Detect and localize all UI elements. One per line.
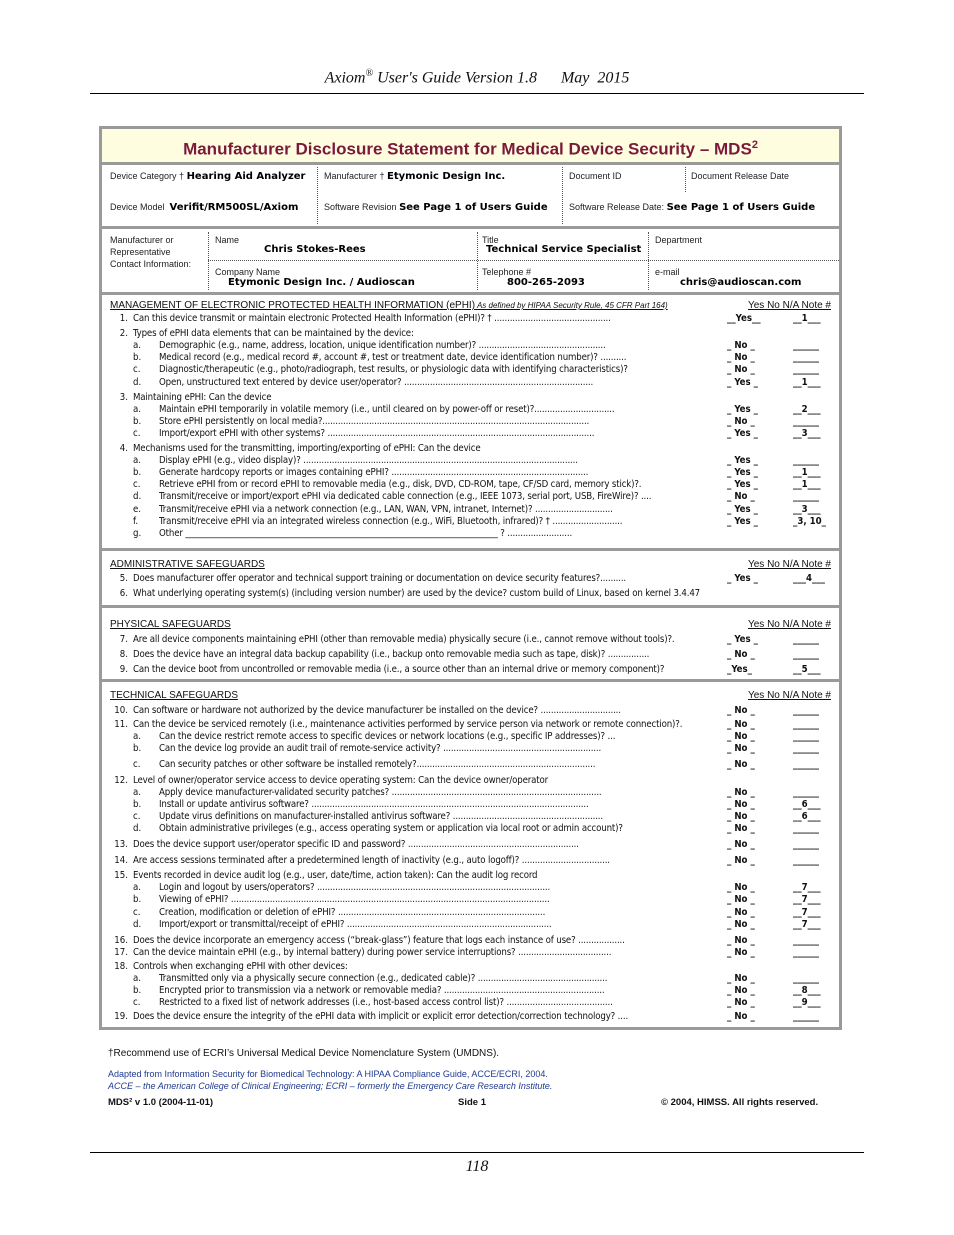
question-row: [102, 516, 839, 528]
question-row: [102, 947, 839, 959]
note-number: __9___: [793, 997, 821, 1009]
note-number: ______: [793, 786, 819, 798]
question-row: [102, 573, 839, 585]
sub-item-label: d.: [133, 918, 142, 930]
note-number: __5___: [793, 664, 821, 675]
question-text: Transmitted only via a physically secure connection (e.g., dedicated cable)? ..................................................: [159, 973, 608, 984]
answer-value: _ No _: [727, 705, 755, 716]
question-number: 17.: [114, 946, 128, 958]
question-row: [102, 894, 839, 906]
note-number: ______: [793, 649, 819, 660]
question-row: [102, 364, 839, 376]
sub-item-label: c.: [133, 810, 141, 822]
answer-value: _ No _: [727, 973, 755, 984]
answer-value: _ No _: [727, 946, 755, 958]
question-row: [102, 882, 839, 894]
question-number: 3.: [119, 391, 128, 403]
question-row: [102, 823, 839, 835]
section-administrative: ADMINISTRATIVE SAFEGUARDS Yes No N/A Note # 5. Does manufacturer offer operator and technical support training or documentation on device security features?.......... _ Yes _ ___4___ 6. What underlying operating system(s) (including version number) are used by the device? custom build of Linux, based on kernel 3.4.47: [102, 551, 839, 608]
note-number: ______: [793, 634, 819, 645]
question-row: [102, 328, 839, 340]
sub-item-label: c.: [133, 364, 141, 376]
sub-item-label: a.: [133, 731, 142, 743]
sub-item-label: b.: [133, 467, 142, 479]
answer-value: _ No _: [727, 839, 755, 850]
answer-value: _ No _: [727, 352, 755, 364]
note-number: __8___: [793, 985, 821, 997]
note-number: ______: [793, 415, 819, 427]
note-number: ___4___: [793, 573, 825, 584]
note-number: ______: [793, 705, 819, 716]
question-text: Login and logout by users/operators? ..........................................................................................: [159, 882, 551, 894]
question-text: Can security patches or other software be installed remotely?.....................................................................: [159, 759, 596, 771]
question-row: [102, 392, 839, 404]
question-text: Creation, modification or deletion of ePHI? ................................................................................: [159, 906, 546, 918]
question-row: [102, 479, 839, 491]
answer-value: _ No _: [727, 882, 755, 894]
answer-value: _ No _: [727, 798, 755, 810]
answer-value: _ No _: [727, 985, 755, 997]
question-text: Restricted to a fixed list of network addresses (i.e., host-based access control list)? .........................................: [159, 997, 613, 1009]
sub-item-label: a.: [133, 340, 142, 352]
question-row: [102, 787, 839, 799]
sub-item-label: d.: [133, 376, 142, 388]
sub-item-label: c.: [133, 997, 141, 1009]
answer-value: _ Yes _: [727, 503, 758, 515]
sub-item-label: a.: [133, 973, 142, 984]
note-number: ______: [793, 352, 819, 364]
sub-item-label: b.: [133, 798, 142, 810]
question-text: Does the device support user/operator specific ID and password? ..................................................................: [133, 839, 579, 850]
note-number: ______: [793, 1011, 819, 1023]
question-number: 5.: [119, 573, 128, 584]
sub-item-label: a.: [133, 455, 142, 467]
question-row: [102, 719, 839, 731]
note-number: __1___: [793, 313, 821, 324]
sub-item-label: b.: [133, 894, 142, 906]
question-row: [102, 404, 839, 416]
device-info-box: Device Category † Hearing Aid Analyzer Manufacturer † Etymonic Design Inc. Document ID Document Release Date Device Model Verifit/RM500SL/Axiom Software Revision See Page 1 of Users Guide Software Release Date: See Page 1 of Users Guide: [102, 165, 839, 229]
note-number: __7___: [793, 918, 821, 930]
question-row: [102, 416, 839, 428]
answer-value: _ No _: [727, 731, 755, 743]
question-row: [102, 588, 839, 600]
note-number: ______: [793, 340, 819, 352]
mds2-form: [99, 126, 842, 1030]
question-text: Controls when exchanging ePHI with other devices:: [133, 960, 348, 972]
note-number: __1___: [793, 467, 821, 479]
answer-value: _ Yes _: [727, 403, 758, 415]
question-row: [102, 935, 839, 947]
question-number: 12.: [114, 774, 128, 786]
question-text: Viewing of ePHI? ...........................................................................................................................: [159, 894, 550, 906]
question-text: Generate hardcopy reports or images containing ePHI? ............................................................................: [159, 467, 589, 479]
question-text: Events recorded in device audit log (e.g., user, date/time, action taken): Can the audit log record: [133, 870, 538, 882]
question-text: Does the device incorporate an emergency access (“break-glass”) feature that logs each instance of use? ..................: [133, 934, 625, 946]
question-number: 8.: [119, 649, 128, 660]
question-number: 6.: [119, 588, 128, 600]
question-number: 11.: [114, 719, 128, 731]
question-text: Demographic (e.g., name, address, location, unique identification number)? .................................................: [159, 340, 606, 352]
question-text: Are access sessions terminated after a predetermined length of inactivity (e.g., auto logoff)? ..................................: [133, 855, 610, 867]
question-number: 16.: [114, 934, 128, 946]
question-row: [102, 731, 839, 743]
section-physical: PHYSICAL SAFEGUARDS Yes No N/A Note # 7. Are all device components maintaining ePHI (other than removable media) physically secure (i.e., cannot remove without tools)?. _ Yes _ ______ 8. Does the device have an integral data backup capability (i.e., backup onto removable media such as tape, disk)? ................ _ No _ ______ 9. Can the device boot from uncontrolled or removable media (i.e., a source other than an internal drive or memory component)? _Yes_ __5___: [102, 608, 839, 682]
answer-value: _ Yes _: [727, 515, 758, 527]
sub-item-label: g.: [133, 527, 142, 539]
question-row: [102, 705, 839, 717]
answer-value: _ Yes _: [727, 427, 758, 439]
question-row: [102, 839, 839, 851]
note-number: ______: [793, 855, 819, 867]
question-text: Apply device manufacturer-validated security patches? .................................................................................: [159, 786, 602, 798]
question-row: [102, 855, 839, 867]
question-number: 13.: [114, 839, 128, 850]
answer-value: _ Yes _: [727, 376, 758, 388]
note-number: ______: [793, 743, 819, 755]
question-text: Other ___________________________________________________________________________ ? .........................: [159, 527, 573, 539]
answer-value: _ No _: [727, 934, 755, 946]
page-number: 118: [465, 1158, 489, 1175]
question-row: [102, 961, 839, 973]
question-number: 14.: [114, 855, 128, 867]
section-technical: TECHNICAL SAFEGUARDS Yes No N/A Note # 10. Can software or hardware not authorized by the device manufacturer be installed on the device? ............................... _ No _ ______ 11. Can the device be serviced remotely (i.e., maintenance activities performed by service person via network or remote connection)?. _ No _ ______ a. Can the device restrict remote access to specific devices or network locations (e.g., specific IP addresses)? ... _ No _ ______ b. Can the device log provide an audit trail of remote-service activity? ............................................................. _ No _ ______ c. Can security patches or other software be installed remotely?..................................................................... _ No _ ______ 12. Level of owner/operator service access to device operating system: Can the device owner/operator a. Apply device manufacturer-validated security patches? ................................................................................. _ No _ ______ b. Install or update antivirus software? ........................................................................................................... _ No _ __6___ c. Update virus definitions on manufacturer-installed antivirus software? .......................................................... _ No _ __6___ d. Obtain administrative privileges (e.g., access operating system or application via local root or admin account)? _ No _ ______ 13. Does the device support user/operator specific ID and password? .................................................................. _ No _ ______ 14. Are access sessions terminated after a predetermined length of inactivity (e.g., auto logoff)? .................................. _ No _ ______ 15. Events recorded in device audit log (e.g., user, date/time, action taken): Can the audit log record a. Login and logout by users/operators? .......................................................................................... _ No _ __7___ b. Viewing of ePHI? ........................................................................................................................... _ No _ __7___ c. Creation, modification or deletion of ePHI? ................................................................................ _ No _ __7___ d. Import/export or transmittal/receipt of ePHI? ............................................................................... _ No _ __7___ 16. Does the device incorporate an emergency access (“break-glass”) feature that logs each instance of use? .................. _ No _ ______ 17. Can the device maintain ePHI (e.g., by internal battery) during power service interruptions? .................................... _ No _ ______ 18. Controls when exchanging ePHI with other devices: a. Transmitted only via a physically secure connection (e.g., dedicated cable)? .................................................. _ No _ ______ b. Encrypted prior to transmission via a network or removable media? .............................................................. _ No _ __8___ c. Restricted to a fixed list of network addresses (i.e., host-based access control list)? ......................................... _ No _ __9___ 19. Does the device ensure the integrity of the ePHI data with implicit or explicit error detection/correction technology? .... _ No _ ______: [102, 682, 839, 1027]
question-number: 2.: [119, 328, 128, 340]
sub-item-label: c.: [133, 906, 141, 918]
question-row: [102, 467, 839, 479]
answer-value: _ No _: [727, 918, 755, 930]
answer-value: _ No _: [727, 415, 755, 427]
answer-value: _Yes_: [727, 664, 752, 675]
answer-value: _ No _: [727, 810, 755, 822]
answer-value: _ No _: [727, 759, 755, 771]
question-row: [102, 455, 839, 467]
answer-value: _ No _: [727, 855, 755, 867]
note-number: __3___: [793, 427, 821, 439]
note-number: ______: [793, 491, 819, 503]
page-header: Axiom® User's Guide Version 1.8 May 2015: [324, 68, 630, 87]
answer-value: _ No _: [727, 719, 755, 731]
question-number: 18.: [114, 960, 128, 972]
question-text: Update virus definitions on manufacturer-installed antivirus software? ..........................................................: [159, 810, 603, 822]
answer-value: _ No _: [727, 786, 755, 798]
answer-value: _ Yes _: [727, 573, 758, 584]
answer-value: _ No _: [727, 491, 755, 503]
question-text: Types of ePHI data elements that can be maintained by the device:: [133, 328, 414, 340]
adapted-note: Adapted from Information Security for Biomedical Technology: A HIPAA Compliance Guide, ACCE/ECRI, 2004.: [108, 1069, 548, 1079]
question-text: Encrypted prior to transmission via a network or removable media? ..............................................................: [159, 985, 605, 997]
question-text: Retrieve ePHI from or record ePHI to removable media (e.g., disk, DVD, CD-ROM, tape, CF/SD card, memory stick)?.: [159, 479, 642, 491]
sub-item-label: e.: [133, 503, 142, 515]
question-text: Can software or hardware not authorized by the device manufacturer be installed on the device? ...............................: [133, 705, 621, 716]
question-row: [102, 313, 839, 325]
question-row: [102, 491, 839, 503]
sub-item-label: b.: [133, 743, 142, 755]
sub-item-label: b.: [133, 985, 142, 997]
sub-item-label: a.: [133, 882, 142, 894]
question-text: Can this device transmit or maintain electronic Protected Health Information (ePHI)? † .............................................: [133, 313, 611, 324]
question-row: [102, 743, 839, 755]
note-number: ______: [793, 364, 819, 376]
question-row: [102, 907, 839, 919]
answer-value: _ Yes _: [727, 634, 758, 645]
note-number: ______: [793, 759, 819, 771]
note-number: __7___: [793, 906, 821, 918]
answer-value: _ No _: [727, 340, 755, 352]
answer-value: _ No _: [727, 649, 755, 660]
question-number: 4.: [119, 443, 128, 454]
note-number: _3, 10_: [793, 515, 826, 527]
question-text: Can the device be serviced remotely (i.e., maintenance activities performed by service person via network or remote connection)?.: [133, 719, 683, 731]
question-text: Can the device maintain ePHI (e.g., by internal battery) during power service interruptions? ....................................: [133, 946, 612, 958]
answer-value: _ No _: [727, 743, 755, 755]
question-row: [102, 870, 839, 882]
question-number: 15.: [114, 870, 128, 882]
note-number: ______: [793, 839, 819, 850]
question-text: Display ePHI (e.g., video display)? ..........................................................................................................: [159, 455, 578, 467]
question-text: Import/export ePHI with other systems? .......................................................................................................: [159, 427, 595, 439]
question-row: [102, 973, 839, 985]
answer-value: _ No _: [727, 894, 755, 906]
header-rule: [90, 93, 864, 94]
umdns-note: †Recommend use of ECRI’s Universal Medical Device Nomenclature System (UMDNS).: [108, 1048, 500, 1059]
note-number: ______: [793, 731, 819, 743]
question-text: Can the device log provide an audit trail of remote-service activity? .............................................................: [159, 743, 602, 755]
answer-value: _ Yes _: [727, 455, 758, 467]
note-number: __7___: [793, 894, 821, 906]
sub-item-label: a.: [133, 403, 142, 415]
question-row: [102, 985, 839, 997]
note-number: __7___: [793, 882, 821, 894]
note-number: ______: [793, 973, 819, 984]
question-row: [102, 528, 839, 540]
question-text: Does the device ensure the integrity of the ePHI data with implicit or explicit error detection/correction technology? ....: [133, 1011, 629, 1023]
question-text: Can the device restrict remote access to specific devices or network locations (e.g., specific IP addresses)? ...: [159, 731, 616, 743]
question-row: [102, 649, 839, 661]
question-text: Install or update antivirus software? ...........................................................................................................: [159, 798, 589, 810]
answer-value: _ No _: [727, 364, 755, 376]
side-label: Side 1: [458, 1097, 486, 1108]
question-text: Diagnostic/therapeutic (e.g., photo/radiograph, test results, or physiologic data with identifying characteristics)?: [159, 364, 628, 376]
question-row: [102, 352, 839, 364]
question-text: Import/export or transmittal/receipt of ePHI? ...............................................................................: [159, 918, 552, 930]
question-row: [102, 1011, 839, 1023]
sub-item-label: b.: [133, 352, 142, 364]
sub-item-label: b.: [133, 415, 142, 427]
sub-item-label: c.: [133, 427, 141, 439]
answer-value: _ No _: [727, 1011, 755, 1023]
note-number: __3___: [793, 503, 821, 515]
question-row: [102, 775, 839, 787]
question-number: 19.: [114, 1011, 128, 1023]
answer-value: _ Yes _: [727, 479, 758, 491]
question-text: Medical record (e.g., medical record #, account #, test or treatment date, device identification number)? ..........: [159, 352, 627, 364]
answer-value: __Yes__: [727, 313, 761, 324]
note-number: __2___: [793, 403, 821, 415]
note-number: __6___: [793, 810, 821, 822]
note-number: ______: [793, 719, 819, 731]
question-text: Transmit/receive ePHI via an integrated wireless connection (e.g., WiFi, Bluetooth, infrared)? † ...........................: [159, 515, 623, 527]
copyright: © 2004, HIMSS. All rights reserved.: [661, 1097, 819, 1108]
question-row: [102, 811, 839, 823]
note-number: ______: [793, 822, 819, 834]
question-text: Maintain ePHI temporarily in volatile memory (i.e., until cleared on by power-off or reset)?...............................: [159, 403, 615, 415]
sub-item-label: d.: [133, 491, 142, 503]
question-text: Are all device components maintaining ePHI (other than removable media) physically secure (i.e., cannot remove without tools)?.: [133, 634, 675, 645]
question-text: Does the device have an integral data backup capability (i.e., backup onto removable media such as tape, disk)? ................: [133, 649, 650, 660]
question-row: [102, 799, 839, 811]
footer-rule: [90, 1152, 864, 1153]
question-number: 9.: [119, 664, 128, 675]
question-row: [102, 759, 839, 771]
form-title: Manufacturer Disclosure Statement for Medical Device Security – MDS$^2$: [102, 129, 839, 165]
question-row: [102, 504, 839, 516]
question-text: Level of owner/operator service access to device operating system: Can the device owner/operator: [133, 774, 549, 786]
note-number: __1___: [793, 376, 821, 388]
question-text: Mechanisms used for the transmitting, importing/exporting of ePHI: Can the device: [133, 443, 481, 454]
question-number: 1.: [119, 313, 128, 324]
version-label: MDS² v 1.0 (2004-11-01): [108, 1097, 214, 1108]
contact-info-box: Manufacturer or Representative Contact Information: Name Chris Stokes-Rees Title Technical Service Specialist Department Company Name Etymonic Design Inc. / Audioscan Telephone # 800-265-2093 e-mail chris@audioscan.com: [102, 229, 839, 295]
note-number: __6___: [793, 798, 821, 810]
note-number: ______: [793, 934, 819, 946]
question-row: [102, 634, 839, 646]
acce-note: ACCE – the American College of Clinical Engineering; ECRI – formerly the Emergency Care Research Institute.: [108, 1081, 553, 1091]
sub-item-label: d.: [133, 822, 142, 834]
question-row: [102, 664, 839, 676]
answer-value: _ No _: [727, 997, 755, 1009]
answer-value: _ No _: [727, 822, 755, 834]
section-ephi: MANAGEMENT OF ELECTRONIC PROTECTED HEALTH INFORMATION (ePHI) As defined by HIPAA Security Rule, 45 CFR Part 164) Yes No N/A Note # 1. Can this device transmit or maintain electronic Protected Health Information (ePHI)? † ............................................. __Yes__ __1___ 2. Types of ePHI data elements that can be maintained by the device: a. Demographic (e.g., name, address, location, unique identification number)? ................................................. _ No _ ______ b. Medical record (e.g., medical record #, account #, test or treatment date, device identification number)? .......... _ No _ ______ c. Diagnostic/therapeutic (e.g., photo/radiograph, test results, or physiologic data with identifying characteristics)? _ No _ ______ d. Open, unstructured text entered by device user/operator? ......................................................................... _ Yes _ __1___ 3. Maintaining ePHI: Can the device a. Maintain ePHI temporarily in volatile memory (i.e., until cleared on by power-off or reset)?............................... _ Yes _ __2___ b. Store ePHI persistently on local media?....................................................................................................... _ No _ ______ c. Import/export ePHI with other systems? ....................................................................................................... _ Yes _ __3___ 4. Mechanisms used for the transmitting, importing/exporting of ePHI: Can the device a. Display ePHI (e.g., video display)? .......................................................................................................... _ Yes _ ______ b. Generate hardcopy reports or images containing ePHI? ............................................................................ _ Yes _ __1___ c. Retrieve ePHI from or record ePHI to removable media (e.g., disk, DVD, CD-ROM, tape, CF/SD card, memory stick)?. _ Yes _ __1___ d. Transmit/receive or import/export ePHI via dedicated cable connection (e.g., IEEE 1073, serial port, USB, FireWire)? .... _ No _ ______ e. Transmit/receive ePHI via a network connection (e.g., LAN, WAN, VPN, intranet, Internet)? .............................. _ Yes _ __3___ f. Transmit/receive ePHI via an integrated wireless connection (e.g., WiFi, Bluetooth, infrared)? † ........................... _ Yes _ _3, 10_ g. Other ___________________________________________________________________________ ? .........................: [102, 295, 839, 551]
question-text: Open, unstructured text entered by device user/operator? .........................................................................: [159, 376, 594, 388]
question-row: [102, 443, 839, 455]
question-row: [102, 340, 839, 352]
question-row: [102, 997, 839, 1009]
question-text: What underlying operating system(s) (including version number) are used by the device? custom build of Linux, based on kernel 3.4.47: [133, 588, 701, 600]
sub-item-label: c.: [133, 479, 141, 491]
question-number: 7.: [119, 634, 128, 645]
question-row: [102, 377, 839, 389]
question-row: [102, 428, 839, 440]
note-number: ______: [793, 946, 819, 958]
question-text: Store ePHI persistently on local media?.......................................................................................................: [159, 415, 590, 427]
sub-item-label: c.: [133, 759, 141, 771]
question-number: 10.: [114, 705, 128, 716]
question-row: [102, 919, 839, 931]
question-text: Can the device boot from uncontrolled or removable media (i.e., a source other than an internal drive or memory component)?: [133, 664, 665, 675]
question-text: Transmit/receive or import/export ePHI via dedicated cable connection (e.g., IEEE 1073, serial port, USB, FireWire)? ....: [159, 491, 652, 503]
sub-item-label: f.: [133, 515, 139, 527]
answer-value: _ No _: [727, 906, 755, 918]
question-text: Maintaining ePHI: Can the device: [133, 391, 272, 403]
sub-item-label: a.: [133, 786, 142, 798]
answer-value: _ Yes _: [727, 467, 758, 479]
note-number: __1___: [793, 479, 821, 491]
question-text: Transmit/receive ePHI via a network connection (e.g., LAN, WAN, VPN, intranet, Internet)? ..............................: [159, 503, 613, 515]
note-number: ______: [793, 455, 819, 467]
question-text: Obtain administrative privileges (e.g., access operating system or application via local root or admin account)?: [159, 822, 623, 834]
question-text: Does manufacturer offer operator and technical support training or documentation on device security features?..........: [133, 573, 627, 584]
